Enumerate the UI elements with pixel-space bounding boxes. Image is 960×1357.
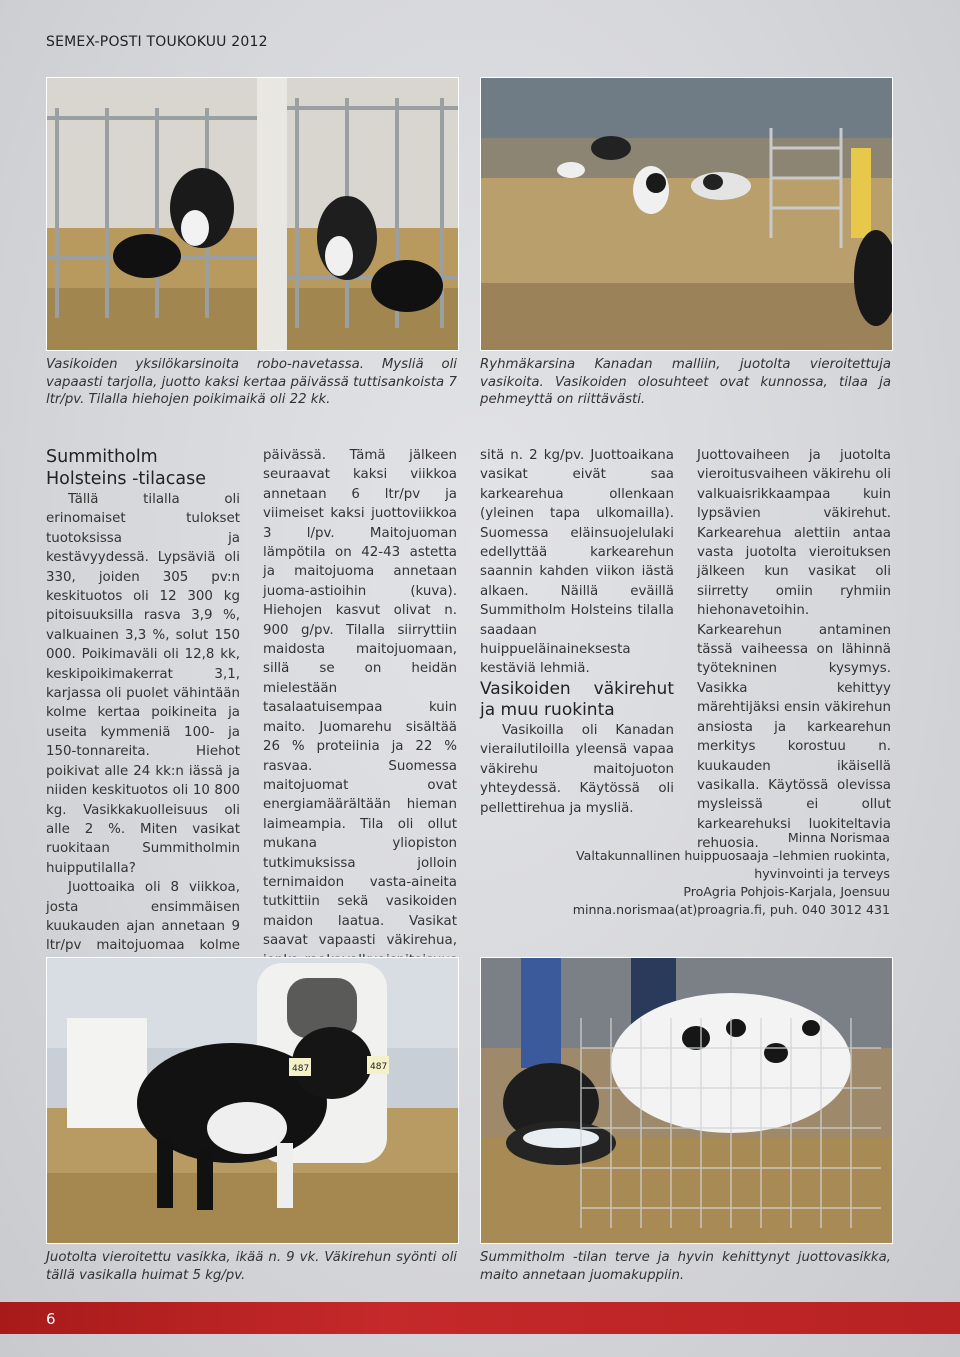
publication-header: SEMEX-POSTI TOUKOKUU 2012 — [46, 34, 268, 50]
article-paragraph: Tällä tilalla oli erinomaiset tulokset tuotoksissa ja kestävyydessä. Lypsäviä oli 330, joiden 305 pv:n keskituotos oli 12 300 kg pitoisuuksilla rasva 3,9 %, valkuainen 3,3 %, solut 150 000. Poikimaväli oli 12,8 kk, keskipoikimakerrat 3,1, karjassa oli puolet vähintään kolme kertaa poikineita ja useita kymmeniä 100- ja 150-tonnareita. Hiehot poikivat alle 24 kk:n iässä ja niiden keskituotos oli 10 800 kg. Vasikkakuolleisuus oli alle 2 %. Miten vasikat ruokitaan Summitholmin huipputilalla? — [46, 492, 240, 876]
article-column-1 — [46, 446, 240, 975]
author-signature — [573, 829, 890, 919]
author-name: Minna Norismaa — [787, 830, 890, 845]
ear-tag-number-right: 487 — [370, 1062, 388, 1072]
caption-bottom-right: Summitholm -tilan terve ja hyvin kehittynyt juottovasikka, maito annetaan juomakuppiin. — [480, 1250, 891, 1283]
page-number: 6 — [46, 1310, 56, 1328]
photo-calf-drinking — [480, 957, 893, 1244]
article-paragraph: Juottoaika oli 8 viikkoa, josta ensimmäisen kuukauden ajan annetaan 9 ltr/pv maitojuomaa kolme — [46, 880, 240, 954]
author-organization: ProAgria Pohjois-Karjala, Joensuu — [683, 884, 890, 899]
footer-bar — [0, 1302, 960, 1334]
author-contact: minna.norismaa(at)proagria.fi, puh. 040 3012 431 — [572, 902, 890, 917]
article-heading: Summitholm Holsteins -tilacase — [46, 447, 206, 489]
article-subheading: Vasikoiden väkirehut ja muu ruokinta — [480, 678, 674, 720]
article-column-2 — [263, 446, 457, 989]
caption-top-right: Ryhmäkarsina Kanadan malliin, juotolta vieroitettuja vasikoita. Vasikoiden olosuhteet ovat kunnossa, tilaa ja pehmeyttä on riittävästi. — [480, 357, 891, 407]
photo-group-calf-pen — [480, 77, 893, 351]
article-paragraph: Juottovaiheen ja juotolta vieroitusvaiheen väkirehu oli valkuaisrikkaampaa kuin lypsävien väkirehut. Karkearehua alettiin antaa vasta juotolta vieroituksen jälkeen kun vasikat oli siirretty omiin ryhmiin hiehonavetoihin. Karkearehun antaminen tässä vaiheessa on lähinnä työtekninen kysymys. Vasikka kehittyy märehtijäksi ensin väkirehun ansiosta ja karkearehun merkitys korostuu n. kuukauden ikäisellä vasikalla. Käytössä olevissa mysleissä ei ollut karkearehuksi luokiteltavia rehuosia. — [697, 448, 891, 852]
article-column-3 — [480, 446, 674, 818]
article-paragraph: Vasikoilla oli Kanadan vierailutiloilla yleensä vapaa väkirehu maitojuoton yhteydessä. Käytössä oli pellettirehua ja mysliä. — [480, 722, 674, 816]
ear-tag-number-left: 487 — [292, 1064, 310, 1074]
article-paragraph: sitä n. 2 kg/pv. Juottoaikana vasikat eivät saa karkearehua ollenkaan (yleinen tapa ulkomailla). Suomessa eläinsuojelulaki edellyttää karkearehun saannin kahden viikon iästä alkaen. Näillä eväillä Summitholm Holsteins tilalla saadaan huippueläinaineksesta kestäviä lehmiä. — [480, 448, 674, 677]
caption-bottom-left: Juotolta vieroitettu vasikka, ikää n. 9 vk. Väkirehun syönti oli tällä vasikalla huimat 5 kg/pv. — [46, 1250, 457, 1283]
article-column-4 — [697, 446, 891, 854]
caption-top-left: Vasikoiden yksilökarsinoita robo-navetassa. Mysliä oli vapaasti tarjolla, juotto kaksi kertaa päivässä tuttisankoista 7 ltr/pv. Tilalla hiehojen poikimaikä oli 22 kk. — [46, 357, 457, 407]
article-paragraph: päivässä. Tämä jälkeen seuraavat kaksi viikkoa annetaan 6 ltr/pv ja viimeiset kaksi juottoviikkoa 3 l/pv. Maitojuoman lämpötila on 42-43 astetta ja maitojuoma annetaan juoma-astioihin (kuva). Hiehojen kasvut olivat n. 900 g/pv. Tilalla siirryttiin maidosta maitojuomaan, sillä se on heidän mielestään tasalaatuisempaa kuin maito. Juomarehu sisältää 26 % proteiinia ja 22 % rasvaa. Suomessa maitojuomat ovat energiamäärältään hieman laimeampia. Tila oli ollut mukana yliopiston tutkimuksissa jolloin ternimaidon vasta-aineita tutkittiin sekä vasikoiden maidon laatua. Vasikat saavat vapaasti väkirehua, — [263, 448, 457, 949]
author-title: Valtakunnallinen huippuosaaja –lehmien ruokinta, — [576, 848, 890, 863]
photo-weaned-calf — [46, 957, 459, 1244]
author-title-2: hyvinvointi ja terveys — [754, 866, 890, 881]
photo-individual-calf-pens — [46, 77, 459, 351]
